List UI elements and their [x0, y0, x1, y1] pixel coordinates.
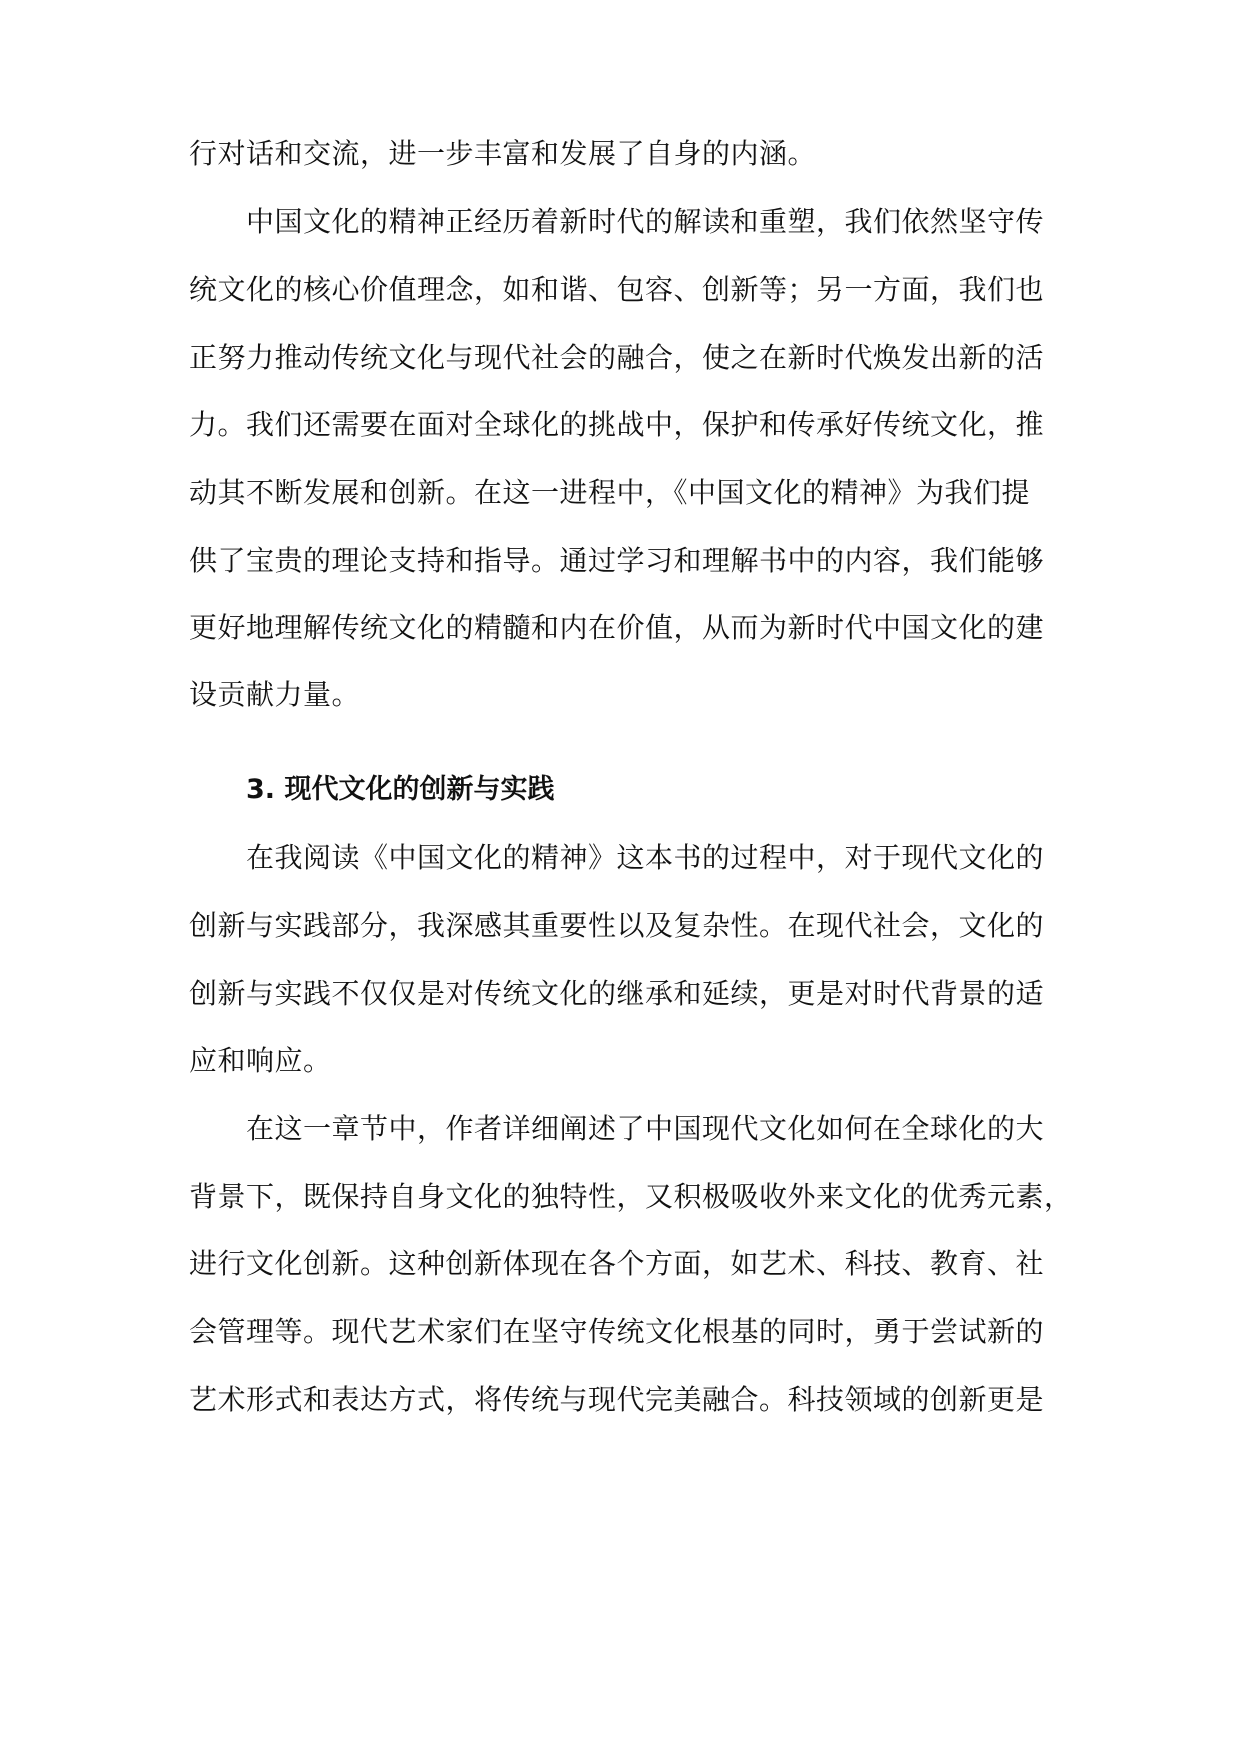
- paragraph-line: 创新与实践部分，我深感其重要性以及复杂性。在现代社会，文化的: [189, 909, 1045, 942]
- paragraph-line: 应和响应。: [189, 1044, 332, 1077]
- paragraph-line: 背景下，既保持自身文化的独特性，又积极吸收外来文化的优秀元素，: [189, 1180, 1073, 1213]
- section-heading: 3. 现代文化的创新与实践: [246, 774, 555, 805]
- paragraph-line: 进行文化创新。这种创新体现在各个方面，如艺术、科技、教育、社: [189, 1247, 1045, 1280]
- paragraph-line: 创新与实践不仅仅是对传统文化的继承和延续，更是对时代背景的适: [189, 977, 1045, 1010]
- paragraph-line: 动其不断发展和创新。在这一进程中，《中国文化的精神》为我们提: [189, 476, 1031, 509]
- paragraph-line: 中国文化的精神正经历着新时代的解读和重塑，我们依然坚守传: [246, 205, 1045, 238]
- paragraph-line: 统文化的核心价值理念，如和谐、包容、创新等；另一方面，我们也: [189, 273, 1045, 306]
- paragraph-line: 在这一章节中，作者详细阐述了中国现代文化如何在全球化的大: [246, 1112, 1045, 1145]
- paragraph-line: 更好地理解传统文化的精髓和内在价值，从而为新时代中国文化的建: [189, 611, 1045, 644]
- paragraph-line: 力。我们还需要在面对全球化的挑战中，保护和传承好传统文化，推: [189, 408, 1045, 441]
- paragraph-line: 正努力推动传统文化与现代社会的融合，使之在新时代焕发出新的活: [189, 341, 1045, 374]
- paragraph-line: 设贡献力量。: [189, 678, 361, 711]
- paragraph-line: 艺术形式和表达方式，将传统与现代完美融合。科技领域的创新更是: [189, 1383, 1045, 1416]
- paragraph-line: 供了宝贵的理论支持和指导。通过学习和理解书中的内容，我们能够: [189, 544, 1045, 577]
- paragraph-line: 行对话和交流，进一步丰富和发展了自身的内涵。: [189, 137, 817, 170]
- paragraph-line: 会管理等。现代艺术家们在坚守传统文化根基的同时，勇于尝试新的: [189, 1315, 1045, 1348]
- paragraph-line: 在我阅读《中国文化的精神》这本书的过程中，对于现代文化的: [246, 841, 1045, 874]
